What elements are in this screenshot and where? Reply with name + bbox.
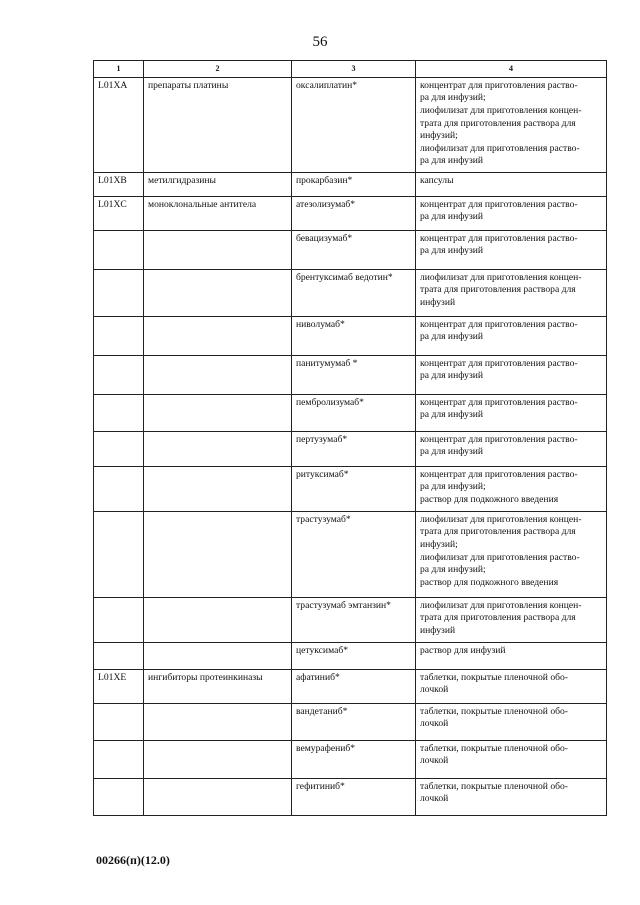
- dosage-forms-cell: раствор для инфузий: [416, 642, 607, 669]
- table-row: [94, 669, 607, 703]
- group-name-cell: [144, 431, 292, 466]
- table-row: [94, 172, 607, 196]
- dosage-forms-cell: лиофилизат для приготовления концен- трата для приготовления раствора для инфузий: [416, 597, 607, 642]
- atc-code-cell: [94, 355, 144, 394]
- dosage-forms-cell: концентрат для приготовления раство- ра для инфузий: [416, 196, 607, 230]
- table-row: [94, 511, 607, 597]
- atc-code-cell: [94, 642, 144, 669]
- table-row: [94, 642, 607, 669]
- dosage-forms-cell: концентрат для приготовления раство- ра для инфузий; раствор для подкожного введения: [416, 466, 607, 511]
- table-header-row: [94, 61, 607, 78]
- group-name-cell: [144, 269, 292, 316]
- group-name-cell: [144, 778, 292, 815]
- dosage-forms-cell: лиофилизат для приготовления концен- трата для приготовления раствора для инфузий; лиофилизат для приготовления раство- ра для инфузий; раствор для подкожного введения: [416, 511, 607, 597]
- group-name-cell: [144, 642, 292, 669]
- drug-name-cell: атезолизумаб*: [292, 196, 416, 230]
- atc-code-cell: L01XC: [94, 196, 144, 230]
- table-row: [94, 394, 607, 431]
- atc-code-cell: [94, 703, 144, 740]
- atc-code-cell: L01XA: [94, 77, 144, 172]
- table-body: [94, 77, 607, 815]
- drug-name-cell: трастузумаб*: [292, 511, 416, 597]
- document-code: 00266(п)(12.0): [96, 853, 170, 867]
- page-number: 56: [312, 34, 328, 50]
- group-name-cell: ингибиторы протеинкиназы: [144, 669, 292, 703]
- atc-code-cell: [94, 269, 144, 316]
- column-header: 2: [144, 61, 292, 78]
- dosage-forms-cell: концентрат для приготовления раство- ра для инфузий: [416, 394, 607, 431]
- column-header: 4: [416, 61, 607, 78]
- group-name-cell: [144, 394, 292, 431]
- drug-name-cell: пембролизумаб*: [292, 394, 416, 431]
- table-row: [94, 778, 607, 815]
- table-row: [94, 703, 607, 740]
- drug-name-cell: панитумумаб *: [292, 355, 416, 394]
- table-row: [94, 196, 607, 230]
- dosage-forms-cell: таблетки, покрытые пленочной обо- лочкой: [416, 703, 607, 740]
- table-row: [94, 316, 607, 355]
- atc-code-cell: L01XB: [94, 172, 144, 196]
- drug-name-cell: гефитиниб*: [292, 778, 416, 815]
- dosage-forms-cell: концентрат для приготовления раство- ра для инфузий: [416, 355, 607, 394]
- group-name-cell: [144, 703, 292, 740]
- dosage-forms-cell: концентрат для приготовления раство- ра для инфузий: [416, 316, 607, 355]
- drug-name-cell: ритуксимаб*: [292, 466, 416, 511]
- dosage-forms-cell: таблетки, покрытые пленочной обо- лочкой: [416, 669, 607, 703]
- group-name-cell: метилгидразины: [144, 172, 292, 196]
- column-header: 1: [94, 61, 144, 78]
- group-name-cell: [144, 511, 292, 597]
- dosage-forms-cell: лиофилизат для приготовления концен- трата для приготовления раствора для инфузий: [416, 269, 607, 316]
- table-row: [94, 269, 607, 316]
- atc-code-cell: [94, 431, 144, 466]
- drug-name-cell: вемурафениб*: [292, 740, 416, 778]
- atc-code-cell: [94, 394, 144, 431]
- drug-name-cell: вандетаниб*: [292, 703, 416, 740]
- drug-name-cell: прокарбазин*: [292, 172, 416, 196]
- dosage-forms-cell: концентрат для приготовления раство- ра для инфузий: [416, 431, 607, 466]
- dosage-forms-cell: таблетки, покрытые пленочной обо- лочкой: [416, 740, 607, 778]
- table-row: [94, 230, 607, 269]
- table-row: [94, 466, 607, 511]
- dosage-forms-cell: таблетки, покрытые пленочной обо- лочкой: [416, 778, 607, 815]
- drug-name-cell: пертузумаб*: [292, 431, 416, 466]
- atc-code-cell: [94, 740, 144, 778]
- atc-code-cell: [94, 230, 144, 269]
- table-row: [94, 431, 607, 466]
- group-name-cell: [144, 740, 292, 778]
- drug-name-cell: бевацизумаб*: [292, 230, 416, 269]
- group-name-cell: [144, 597, 292, 642]
- group-name-cell: препараты платины: [144, 77, 292, 172]
- group-name-cell: [144, 230, 292, 269]
- column-header: 3: [292, 61, 416, 78]
- table-row: [94, 740, 607, 778]
- atc-code-cell: [94, 597, 144, 642]
- drug-name-cell: ниволумаб*: [292, 316, 416, 355]
- dosage-forms-cell: концентрат для приготовления раство- ра для инфузий; лиофилизат для приготовления концен- трата для приготовления раствора для инфузий; лиофилизат для приготовления раство- ра для инфузий: [416, 77, 607, 172]
- atc-code-cell: [94, 466, 144, 511]
- table-row: [94, 77, 607, 172]
- drug-name-cell: цетуксимаб*: [292, 642, 416, 669]
- atc-code-cell: [94, 316, 144, 355]
- drug-table: [93, 60, 607, 816]
- atc-code-cell: [94, 511, 144, 597]
- dosage-forms-cell: капсулы: [416, 172, 607, 196]
- drug-name-cell: афатиниб*: [292, 669, 416, 703]
- atc-code-cell: [94, 778, 144, 815]
- group-name-cell: [144, 355, 292, 394]
- group-name-cell: [144, 466, 292, 511]
- drug-name-cell: трастузумаб эмтанзин*: [292, 597, 416, 642]
- table-row: [94, 597, 607, 642]
- group-name-cell: [144, 316, 292, 355]
- group-name-cell: моноклональные антитела: [144, 196, 292, 230]
- drug-name-cell: брентуксимаб ведотин*: [292, 269, 416, 316]
- atc-code-cell: L01XE: [94, 669, 144, 703]
- drug-name-cell: оксалиплатин*: [292, 77, 416, 172]
- dosage-forms-cell: концентрат для приготовления раство- ра для инфузий: [416, 230, 607, 269]
- table-row: [94, 355, 607, 394]
